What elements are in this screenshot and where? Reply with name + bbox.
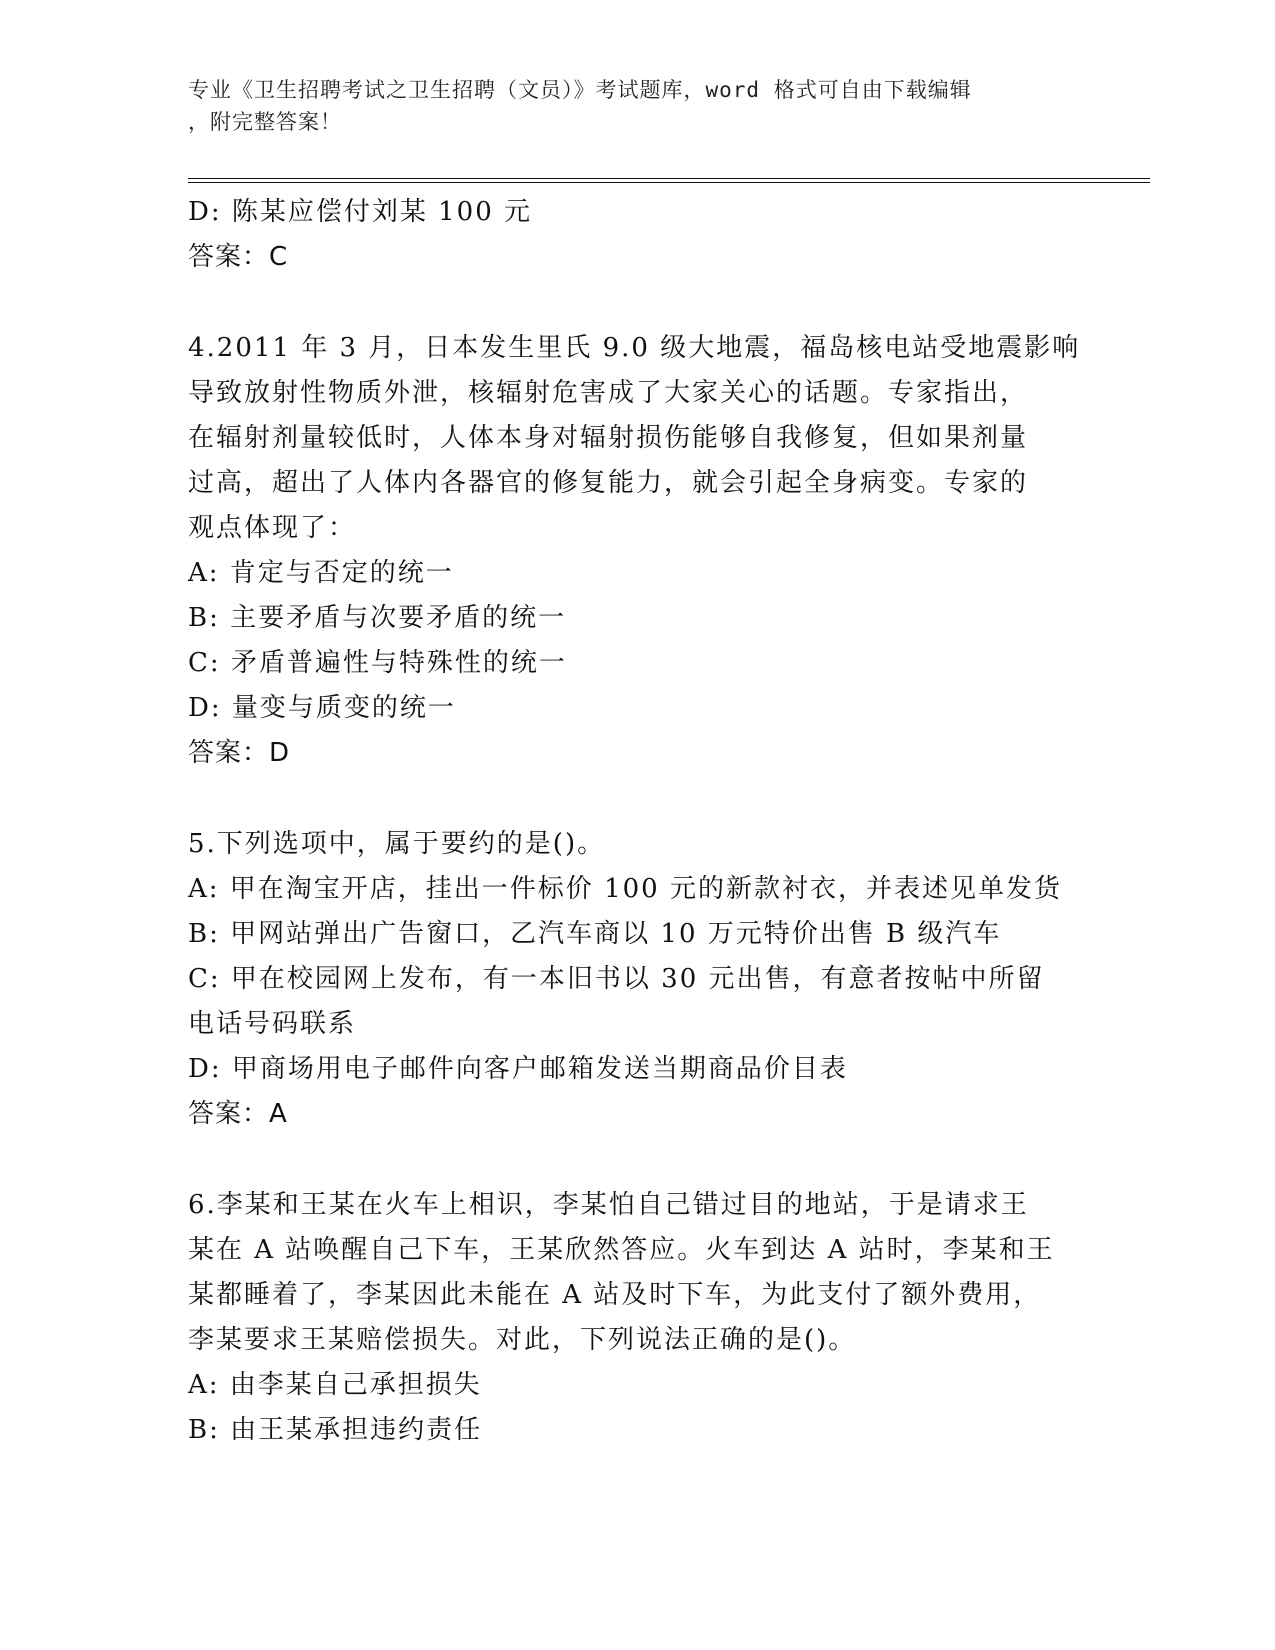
option-c: C: 甲在校园网上发布，有一本旧书以 30 元出售，有意者按帖中所留 (188, 964, 1045, 994)
question-stem-line: 某都睡着了，李某因此未能在 A 站及时下车，为此支付了额外费用， (188, 1280, 1042, 1310)
question-5 (188, 822, 1088, 1137)
spacer (188, 1137, 1088, 1183)
option-b: B: 由王某承担违约责任 (188, 1415, 483, 1445)
option-a: A: 甲在淘宝开店，挂出一件标价 100 元的新款衬衣，并表述见单发货 (188, 874, 1062, 904)
prev-option-d: D: 陈某应偿付刘某 100 元 (188, 197, 533, 227)
question-6 (188, 1183, 1088, 1453)
question-stem-line: 5.下列选项中，属于要约的是()。 (188, 829, 606, 859)
header-line-1: 专业《卫生招聘考试之卫生招聘（文员）》考试题库，word 格式可自由下载编辑 (188, 78, 972, 102)
question-stem-line: 过高，超出了人体内各器官的修复能力，就会引起全身病变。专家的 (188, 468, 1029, 498)
answer: 答案：D (188, 738, 291, 768)
question-stem-line: 导致放射性物质外泄，核辐射危害成了大家关心的话题。专家指出， (188, 378, 1029, 408)
option-b: B: 主要矛盾与次要矛盾的统一 (188, 603, 567, 633)
question-stem-line: 某在 A 站唤醒自己下车，王某欣然答应。火车到达 A 站时，李某和王 (188, 1235, 1055, 1265)
page-header (188, 74, 1068, 138)
option-b: B: 甲网站弹出广告窗口，乙汽车商以 10 万元特价出售 B 级汽车 (188, 919, 1002, 949)
option-a: A: 肯定与否定的统一 (188, 558, 454, 588)
option-a: A: 由李某自己承担损失 (188, 1370, 482, 1400)
question-stem-line: 李某要求王某赔偿损失。对此，下列说法正确的是()。 (188, 1325, 857, 1355)
question-4 (188, 326, 1088, 776)
header-divider-top (188, 178, 1150, 179)
option-c-continued: 电话号码联系 (188, 1009, 357, 1039)
prev-answer: 答案：C (188, 242, 289, 272)
option-c: C: 矛盾普遍性与特殊性的统一 (188, 648, 567, 678)
header-divider-bottom (188, 182, 1150, 183)
option-d: D: 量变与质变的统一 (188, 693, 456, 723)
question-stem-line: 6.李某和王某在火车上相识，李某怕自己错过目的地站，于是请求王 (188, 1190, 1029, 1220)
header-line-2: ，附完整答案！ (188, 110, 342, 134)
question-stem-line: 在辐射剂量较低时，人体本身对辐射损伤能够自我修复，但如果剂量 (188, 423, 1029, 453)
spacer (188, 280, 1088, 326)
question-stem-line: 观点体现了： (188, 513, 357, 543)
answer: 答案：A (188, 1099, 288, 1129)
spacer (188, 776, 1088, 822)
question-stem-line: 4.2011 年 3 月，日本发生里氏 9.0 级大地震，福岛核电站受地震影响 (188, 333, 1081, 363)
question-content (188, 190, 1088, 1453)
option-d: D: 甲商场用电子邮件向客户邮箱发送当期商品价目表 (188, 1054, 848, 1084)
